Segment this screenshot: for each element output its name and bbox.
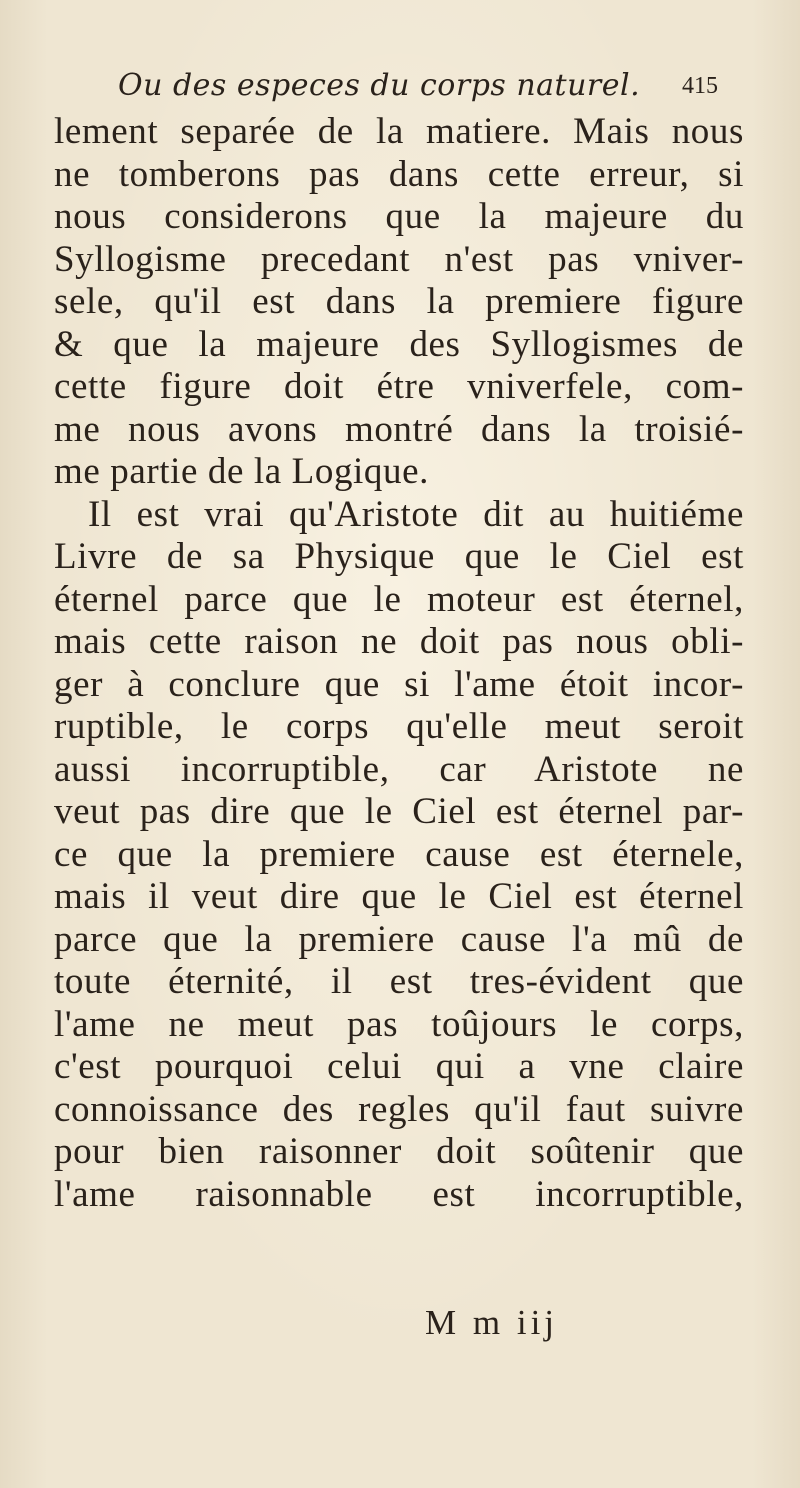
text-line: sele, qu'il est dans la premiere figure xyxy=(54,281,744,322)
text-line: l'ame ne meut pas toûjours le corps, xyxy=(54,1003,744,1045)
text-line: me partie de la Logique. xyxy=(54,451,430,492)
text-line: lement separée de la matiere. Mais nous xyxy=(54,111,744,152)
text-line: Livre de sa Physique que le Ciel est xyxy=(54,536,744,577)
text-line: & que la majeure des Syllogismes de xyxy=(54,323,744,365)
text-line: Syllogisme precedant n'est pas vniver- xyxy=(54,238,744,280)
text-line: Il est vrai qu'Aristote dit au huitiéme xyxy=(88,493,744,535)
body-text xyxy=(54,111,744,1216)
text-line: me nous avons montré dans la troisié- xyxy=(54,408,744,450)
text-line: mais il veut dire que le Ciel est éternel xyxy=(54,876,744,917)
text-line: parce que la premiere cause l'a mû de xyxy=(54,918,744,960)
text-line: ne tomberons pas dans cette erreur, si xyxy=(54,153,744,195)
text-line: connoissance des regles qu'il faut suivre xyxy=(54,1088,744,1130)
page-number: 415 xyxy=(682,73,718,99)
signature-mark: M m iij xyxy=(425,1303,559,1342)
page-header xyxy=(118,66,718,114)
text-line: ce que la premiere cause est éternele, xyxy=(54,833,744,875)
text-line: aussi incorruptible, car Aristote ne xyxy=(54,748,744,790)
text-line: veut pas dire que le Ciel est éternel par- xyxy=(54,791,744,832)
text-line: cette figure doit étre vniverfele, com- xyxy=(54,366,744,407)
text-line: ruptible, le corps qu'elle meut seroit xyxy=(54,706,744,747)
text-line: toute éternité, il est tres-évident que xyxy=(54,961,744,1002)
text-line: pour bien raisonner doit soûtenir que xyxy=(54,1131,744,1172)
text-line: mais cette raison ne doit pas nous obli- xyxy=(54,621,744,662)
text-line: ger à conclure que si l'ame étoit incor- xyxy=(54,663,744,705)
text-line: c'est pourquoi celui qui a vne claire xyxy=(54,1046,744,1087)
text-line: l'ame raisonnable est incorruptible, xyxy=(54,1173,744,1215)
text-line: nous considerons que la majeure du xyxy=(54,196,744,237)
text-line: éternel parce que le moteur est éternel, xyxy=(54,578,744,620)
running-title: Ou des especes du corps naturel. xyxy=(118,68,641,103)
